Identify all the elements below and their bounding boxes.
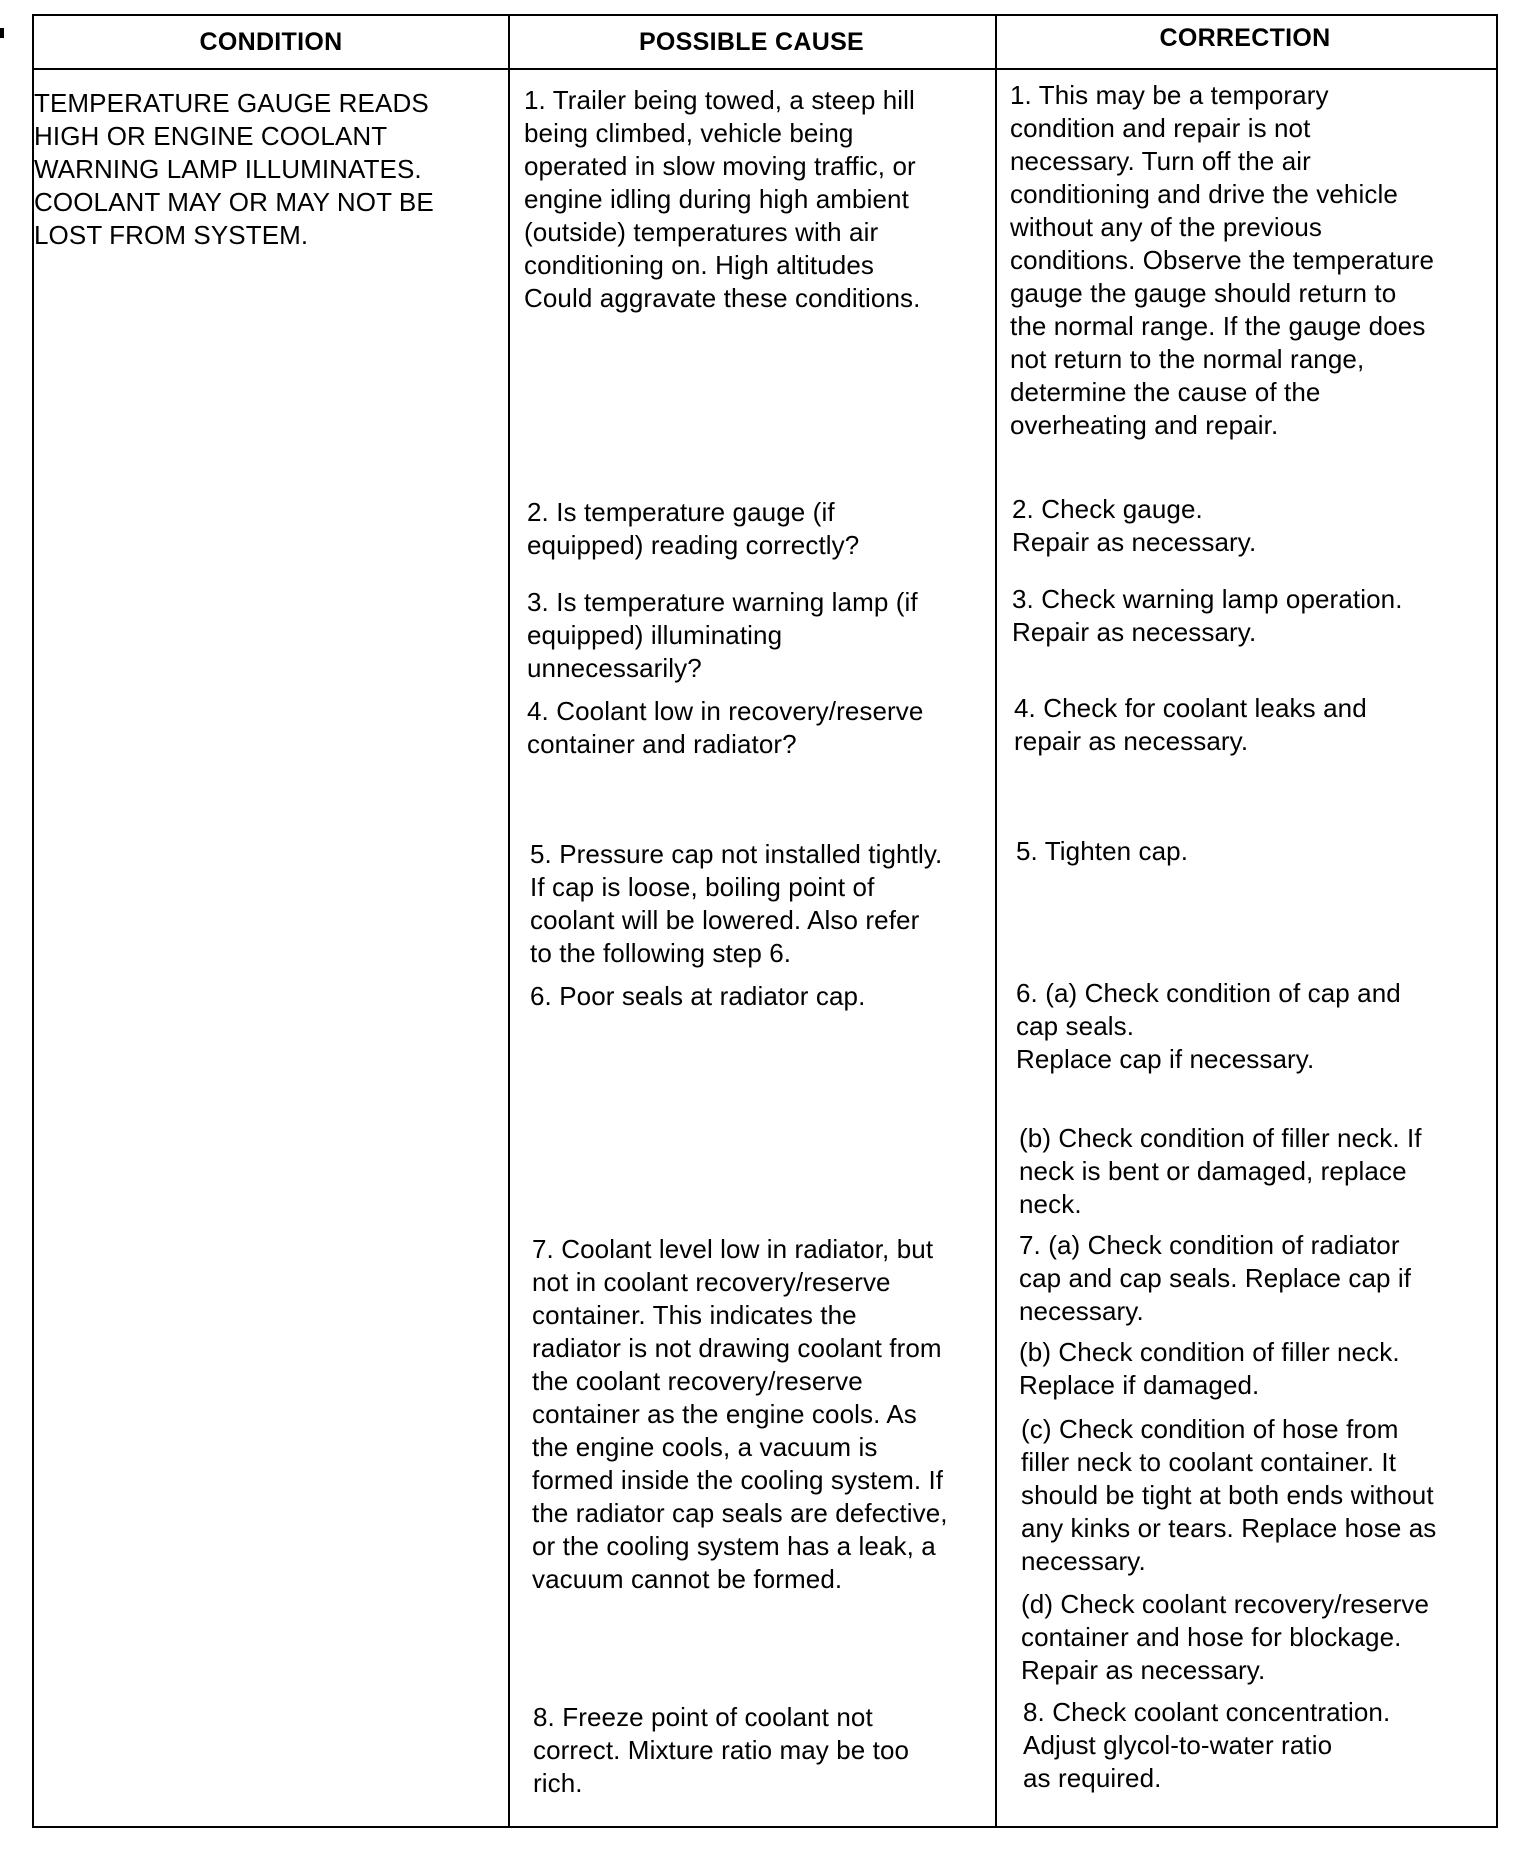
cause-6: 6. Poor seals at radiator cap. [530,981,866,1011]
cause-3: 3. Is temperature warning lamp (if equipped) illuminating unnecessarily? [527,587,918,683]
condition-text: TEMPERATURE GAUGE READS HIGH OR ENGINE COOLANT WARNING LAMP ILLUMINATES. COOLANT MAY OR MAY NOT BE LOST FROM SYSTEM. [34,88,434,250]
header-condition: CONDITION [199,27,343,56]
diagnosis-table [32,14,1498,1828]
edge-mark [0,28,4,38]
correction-6a: 6. (a) Check condition of cap and cap seals. Replace cap if necessary. [1016,978,1401,1074]
cause-5: 5. Pressure cap not installed tightly. If cap is loose, boiling point of coolant will be lowered. Also refer to the following step 6. [530,839,943,968]
cause-2: 2. Is temperature gauge (if equipped) reading correctly? [527,497,860,560]
correction-6b: (b) Check condition of filler neck. If neck is bent or damaged, replace neck. [1019,1123,1422,1219]
header-divider [34,68,1496,70]
correction-8: 8. Check coolant concentration. Adjust glycol-to-water ratio as required. [1023,1697,1391,1793]
correction-5: 5. Tighten cap. [1016,836,1189,866]
cause-4: 4. Coolant low in recovery/reserve container and radiator? [527,696,924,759]
column-divider-1 [508,16,510,1826]
header-correction: CORRECTION [1159,23,1331,52]
correction-7d: (d) Check coolant recovery/reserve container and hose for blockage. Repair as necessary. [1021,1589,1429,1685]
correction-4: 4. Check for coolant leaks and repair as necessary. [1014,693,1367,756]
column-divider-2 [995,16,997,1826]
correction-7c: (c) Check condition of hose from filler neck to coolant container. It should be tight at both ends without any kinks or tears. Replace hose as necessary. [1021,1414,1437,1576]
header-possible-cause: POSSIBLE CAUSE [638,27,865,56]
correction-7b: (b) Check condition of filler neck. Replace if damaged. [1019,1337,1400,1400]
correction-3: 3. Check warning lamp operation. Repair as necessary. [1012,584,1403,647]
cause-8: 8. Freeze point of coolant not correct. Mixture ratio may be too rich. [533,1702,910,1798]
cause-7: 7. Coolant level low in radiator, but not in coolant recovery/reserve container. This indicates the radiator is not drawing coolant from the coolant recovery/reserve container as the engine cools. As the engine cools, a vacuum is formed inside the cooling system. If the radiator cap seals are defective, or the cooling system has a leak, a vacuum cannot be formed. [532,1234,948,1594]
correction-7a: 7. (a) Check condition of radiator cap and cap seals. Replace cap if necessary. [1019,1230,1412,1326]
correction-1: 1. This may be a temporary condition and repair is not necessary. Turn off the air conditioning and drive the vehicle without any of the previous conditions. Observe the temperature gauge the gauge should return to the normal range. If the gauge does not return to the normal range, determine the cause of the overheating and repair. [1010,80,1435,440]
correction-2: 2. Check gauge. Repair as necessary. [1012,494,1257,557]
cause-1: 1. Trailer being towed, a steep hill being climbed, vehicle being operated in slow moving traffic, or engine idling during high ambient (outside) temperatures with air conditioning on. High altitudes Could aggravate these conditions. [524,85,921,313]
